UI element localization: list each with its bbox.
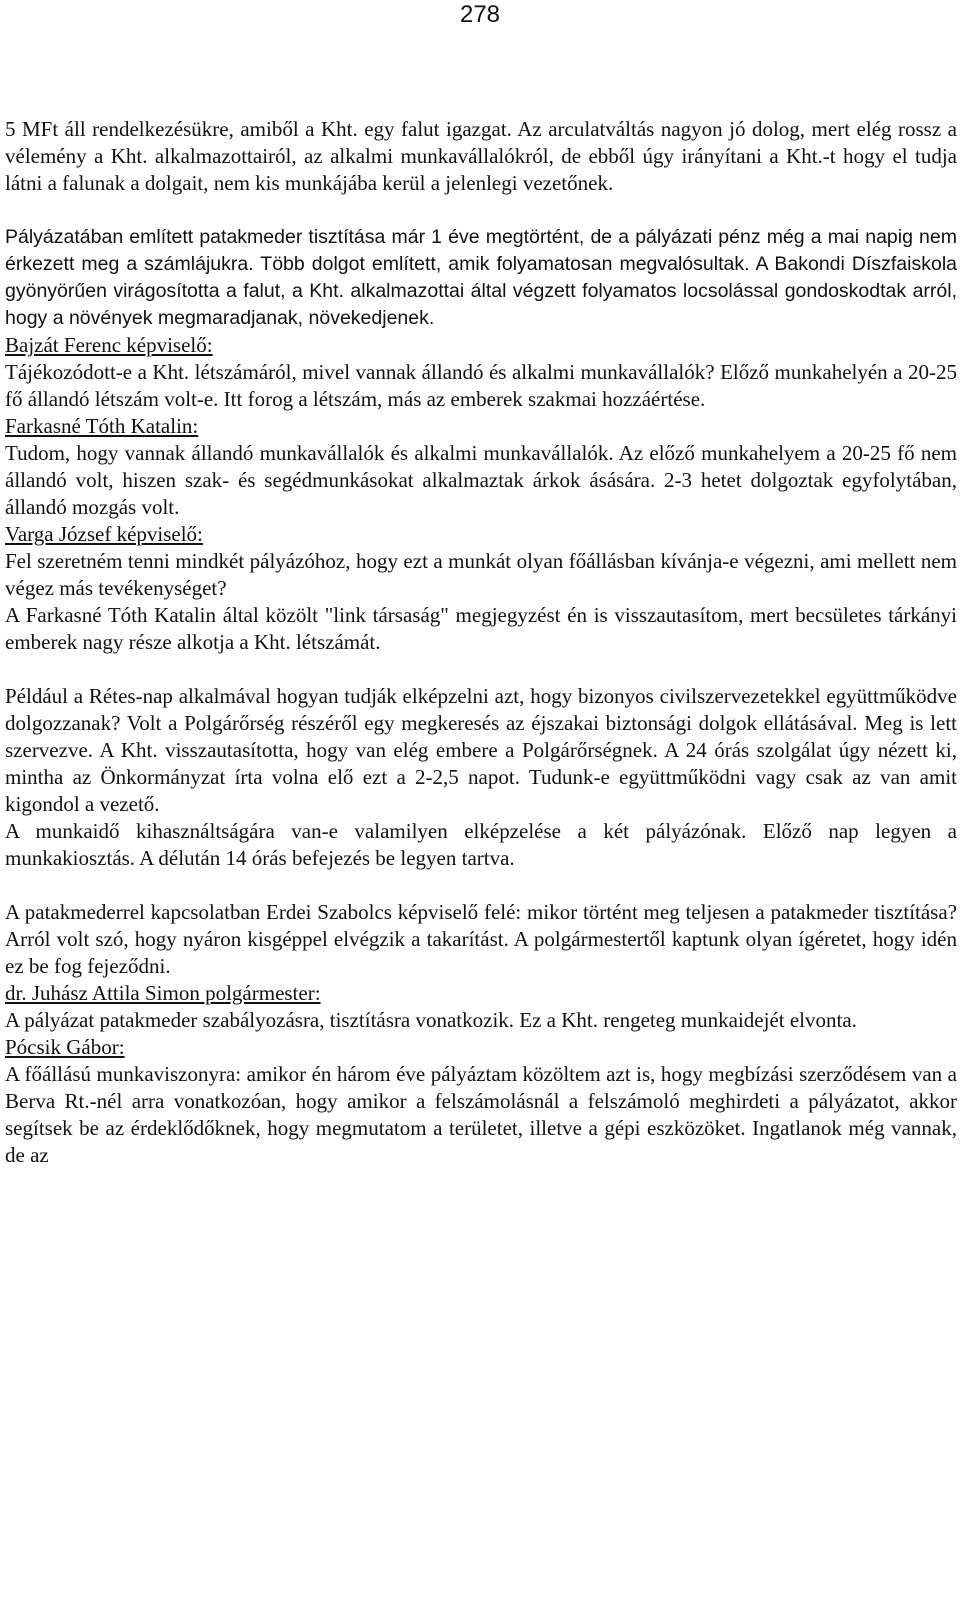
paragraph: Például a Rétes-nap alkalmával hogyan tudják elképzelni azt, hogy bizonyos civilszervezetekkel együttműködve dolgozzanak? Volt a Polgárőrség részéről egy megkeresés az éjszakai biztonsági dolgok ellátásával. Meg is lett szervezve. A Kht. visszautasította, hogy van elég embere a Polgárőrségnek. A 24 órás szolgálat úgy nézett ki, mintha az Önkormányzat írta volna elő ezt a 2-2,5 napot. Tudunk-e együttműködni vagy csak az van amit kigondol a vezető. bbox=[5, 684, 957, 816]
paragraph: A munkaidő kihasználtságára van-e valamilyen elképzelése a két pályázónak. Előző nap legyen a munkakiosztás. A délután 14 órás befejezés be legyen tartva. bbox=[5, 819, 957, 870]
paragraph: Pályázatában említett patakmeder tisztítása már 1 éve megtörtént, de a pályázati pénz még a mai napig nem érkezett meg a számlájukra. Több dolgot említett, amik folyamatosan megvalósultak. A Bakondi Díszfaiskola gyönyörűen virágosította a falut, a Kht. alkalmazottai által végzett folyamatos locsolással gondoskodtak arról, hogy a növények megmaradjanak, növekedjenek. bbox=[5, 226, 957, 329]
speaker-heading: Varga József képviselő: bbox=[5, 522, 203, 546]
paragraph: A pályázat patakmeder szabályozásra, tisztításra vonatkozik. Ez a Kht. rengeteg munkaidejét elvonta. bbox=[5, 1008, 857, 1032]
paragraph: A Farkasné Tóth Katalin által közölt "link társaság" megjegyzést én is visszautasítom, mert becsületes tárkányi emberek nagy része alkotja a Kht. létszámát. bbox=[5, 603, 957, 654]
page-number: 278 bbox=[459, 1, 501, 28]
speaker-heading: Pócsik Gábor: bbox=[5, 1035, 125, 1059]
document-body bbox=[5, 116, 957, 1169]
speaker-heading: Bajzát Ferenc képviselő: bbox=[5, 333, 213, 357]
paragraph: Fel szeretném tenni mindkét pályázóhoz, hogy ezt a munkát olyan főállásban kívánja-e végezni, ami mellett nem végez más tevékenységet? bbox=[5, 549, 957, 600]
paragraph: A főállású munkaviszonyra: amikor én három éve pályáztam közöltem azt is, hogy megbízási szerződésem van a Berva Rt.-nél arra vonatkozóan, hogy amikor a felszámolásnál a felszámoló meghirdeti a pályázatot, akkor segítsek be az érdeklődőknek, hogy megmutatom a területet, illetve a gépi eszközöket. Ingatlanok még vannak, de az bbox=[5, 1062, 957, 1167]
paragraph: 5 MFt áll rendelkezésükre, amiből a Kht. egy falut igazgat. Az arculatváltás nagyon jó dolog, mert elég rossz a vélemény a Kht. alkalmazottairól, az alkalmi munkavállalókról, de ebből úgy irányítani a Kht.-t hogy el tudja látni a falunak a dolgait, nem kis munkájába kerül a jelenlegi vezetőnek. bbox=[5, 117, 957, 195]
paragraph: A patakmederrel kapcsolatban Erdei Szabolcs képviselő felé: mikor történt meg teljesen a patakmeder tisztítása? Arról volt szó, hogy nyáron kisgéppel elvégzik a takarítást. A polgármestertől kaptunk olyan ígéretet, hogy idén ez be fog fejeződni. bbox=[5, 900, 957, 978]
paragraph: Tudom, hogy vannak állandó munkavállalók és alkalmi munkavállalók. Az előző munkahelyem a 20-25 fő nem állandó volt, hiszen szak- és segédmunkásokat alkalmaztak árkok ásására. 2-3 hetet dolgoztak egyfolytában, állandó mozgás volt. bbox=[5, 441, 957, 519]
paragraph: Tájékozódott-e a Kht. létszámáról, mivel vannak állandó és alkalmi munkavállalók? Előző munkahelyén a 20-25 fő állandó létszám volt-e. Itt forog a létszám, más az emberek szakmai hozzáértése. bbox=[5, 360, 957, 411]
speaker-heading: Farkasné Tóth Katalin: bbox=[5, 414, 199, 438]
speaker-heading: dr. Juhász Attila Simon polgármester: bbox=[5, 981, 321, 1005]
